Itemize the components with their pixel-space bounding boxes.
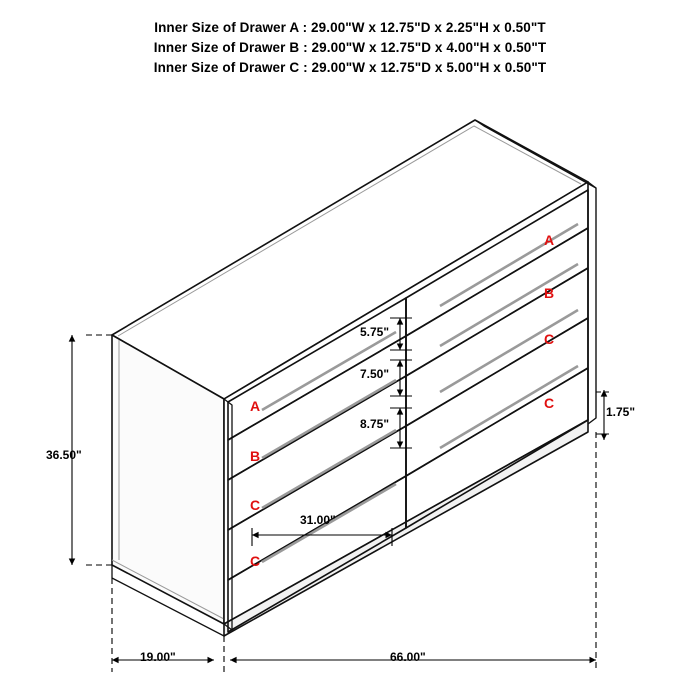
drawer-letter-left-c2: C: [250, 553, 261, 569]
drawer-letter-right-c1: C: [544, 331, 555, 347]
dim-label-leg-height: 1.75": [606, 405, 636, 419]
spec-line-drawer-b: Inner Size of Drawer B : 29.00"W x 12.75"D x 4.00"H x 0.50"T: [153, 40, 547, 55]
dresser-body: [112, 120, 596, 636]
drawer-letter-left-c1: C: [250, 497, 261, 513]
spec-line-drawer-c: Inner Size of Drawer C : 29.00"W x 12.75"D x 5.00"H x 0.50"T: [153, 60, 547, 75]
drawer-letter-left-b: B: [250, 448, 261, 464]
dim-label-drawer-c-height: 8.75": [360, 417, 390, 431]
dim-label-width: 66.00": [390, 650, 426, 664]
dim-label-height: 36.50": [46, 448, 82, 462]
drawer-letter-right-a: A: [544, 232, 555, 248]
dim-label-depth: 19.00": [140, 650, 176, 664]
drawer-letter-right-b: B: [544, 285, 555, 301]
dim-label-drawer-a-height: 5.75": [360, 325, 390, 339]
dim-label-drawer-width: 31.00": [300, 513, 336, 527]
drawer-letter-right-c2: C: [544, 395, 555, 411]
dim-label-drawer-b-height: 7.50": [360, 367, 390, 381]
drawer-letter-left-a: A: [250, 398, 261, 414]
spec-line-drawer-a: Inner Size of Drawer A : 29.00"W x 12.75"D x 2.25"H x 0.50"T: [154, 20, 546, 35]
